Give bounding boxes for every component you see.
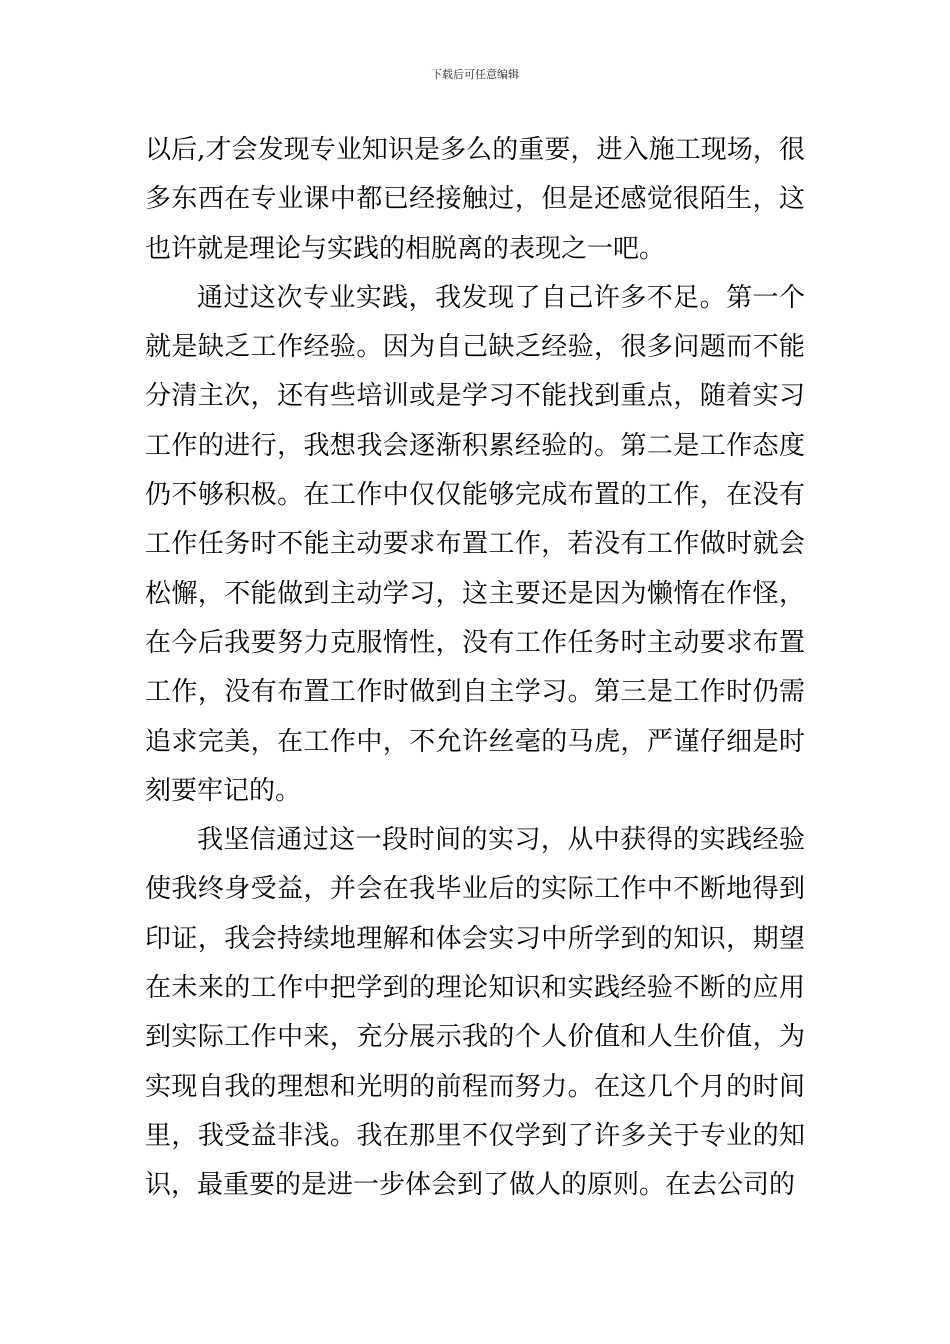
paragraph-continuation: 以后,才会发现专业知识是多么的重要，进入施工现场，很多东西在专业课中都已经接触过，但是还感觉很陌生，这也许就是理论与实践的相脱离的表现之一吧。 [145, 135, 805, 264]
document-body [145, 126, 805, 1211]
paragraph-conviction: 我坚信通过这一段时间的实习，从中获得的实践经验使我终身受益，并会在我毕业后的实际工作中不断地得到印证，我会持续地理解和体会实习中所学到的知识，期望在未来的工作中把学到的理论知识和实践经验不断的应用到实际工作中来，充分展示我的个人价值和人生价值，为实现自我的理想和光明的前程而努力。在这几个月的时间里，我受益非浅。我在那里不仅学到了许多关于专业的知识，最重要的是进一步体会到了做人的原则。在去公司的 [145, 825, 805, 1201]
page-header: 下载后可任意编辑 [431, 68, 519, 81]
paragraph-shortcomings: 通过这次专业实践，我发现了自己许多不足。第一个就是缺乏工作经验。因为自己缺乏经验，很多问题而不能分清主次，还有些培训或是学习不能找到重点，随着实习工作的进行，我想我会逐渐积累经验的。第二是工作态度仍不够积极。在工作中仅仅能够完成布置的工作，在没有工作任务时不能主动要求布置工作，若没有工作做时就会松懈，不能做到主动学习，这主要还是因为懒惰在作怪，在今后我要努力克服惰性，没有工作任务时主动要求布置工作，没有布置工作时做到自主学习。第三是工作时仍需追求完美，在工作中，不允许丝毫的马虎，严谨仔细是时刻要牢记的。 [145, 282, 805, 806]
